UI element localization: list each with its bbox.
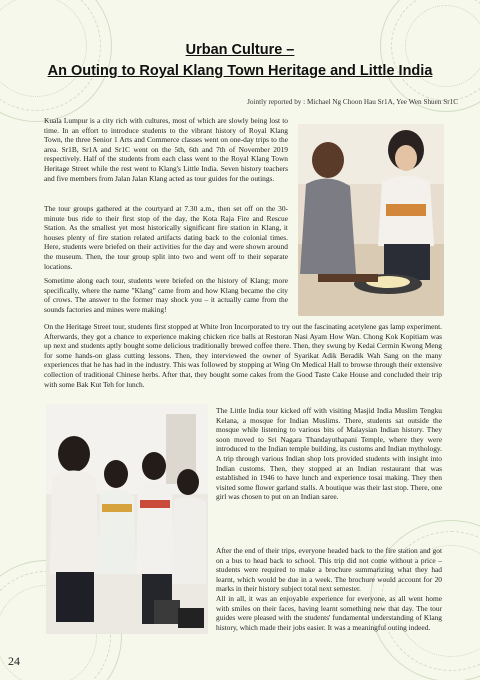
article-byline: Jointly reported by : Michael Ng Choon Hau Sr1A, Yee Wen Shuen Sr1C <box>247 98 458 106</box>
page-number: 24 <box>8 654 20 668</box>
mandala-ornament-top-left <box>0 0 112 122</box>
students-group-photo-icon <box>46 404 208 634</box>
article-title-line2: An Outing to Royal Klang Town Heritage and Little India <box>47 63 433 79</box>
paragraph-klang-history: Sometime along each tour, students were briefed on the history of Klang; more specifically, where the name "Klang" came from and how Klang became the city of crows. The answer to the former may shock you – it actually came from the sounds factories and mines were making! <box>44 276 288 314</box>
paragraph-little-india: The Little India tour kicked off with visiting Masjid India Muslim Tengku Kelana, a mosque for Indian Muslims. There, students sat outside the mosque while listening to various bits of Malaysian Indian history. They soon moved to Sri Nagara Thandayuthapani Temple, where they were introduced to the Indian temple building, its customs and Indian mythology. A trip through various Indian shop lots provided students with insight into Indian customs. Then, they stopped at an Indian restaurant that was established in 1946 to have lunch and experience tosai making. They then visited some flower garland stalls. A boutique was their last stop. There, one girl was chosen to put on an Indian saree. <box>216 406 442 502</box>
article-title-line1: Urban Culture – <box>185 42 295 58</box>
paragraph-intro: Kuala Lumpur is a city rich with cultures, most of which are slowly being lost to time. In an effort to introduce students to the vibrant history of Royal Klang Town, the three Senior 1 Arts and Commerce classes went on one-day trips to the area. Sr1B, Sr1A and Sr1C went on the 5th, 6th and 7th of November 2019 respectively. Half of the students from each class went to the Royal Klang Town Heritage Street while the rest went to Klang's Little India. Seven history teachers and five members from Jalan Jalan Klang acted as tour guides for the outings. <box>44 116 288 183</box>
paragraph-gathering: The tour groups gathered at the courtyard at 7.30 a.m., then set off on the 30-minute bus ride to their first stop of the day, the Kota Raja Fire and Rescue Station. As the smallest yet most historically significant fire station in Klang, it houses plenty of fire station related artifacts dating back to the colonial times. Here, students were briefed on their activities for the day and were shown around the museum. Then, the tour group split into two and went off to their separate locations. <box>44 204 288 271</box>
paragraph-heritage-street: On the Heritage Street tour, students first stopped at White Iron Incorporated to try out the fascinating acetylene gas lamp experiment. Afterwards, they got a chance to experience making chicken rice balls at Restoran Nasi Ayam How Wan. Chong Kok Kopitiam was up next and students aptly bought some delicious traditionally brewed coffee there. Then, they swung by Kedai Cermin Kwong Meng for some hands-on glass cutting lessons. Then, they interviewed the owner of Syarikat Adik Beradik Wah Sang on the many experiences that he has had in the industry. This was followed by stopping at Wing On Medical Hall to browse through their extensive collection of traditional Chinese herbs. After that, they bought some cakes from the Good Taste Cake House and concluded their trip with some Bak Kut Teh for lunch. <box>44 322 442 389</box>
tosai-making-photo-icon <box>298 124 444 316</box>
paragraph-return: After the end of their trips, everyone headed back to the fire station and got on a bus to head back to school. This trip did not come without a price – students were required to make a brochure summarizing what they had learnt, which would be due in a week. The brochure would account for 20 marks in their history subject total next semester. <box>216 546 442 594</box>
paragraph-conclusion: All in all, it was an enjoyable experience for everyone, as all went home with smiles on their faces, having learnt something new that day. The tour guides were pleased with the students' fundamental understanding of Klang history, which made their jobs easier. It was a meaningful outing indeed. <box>216 594 442 632</box>
